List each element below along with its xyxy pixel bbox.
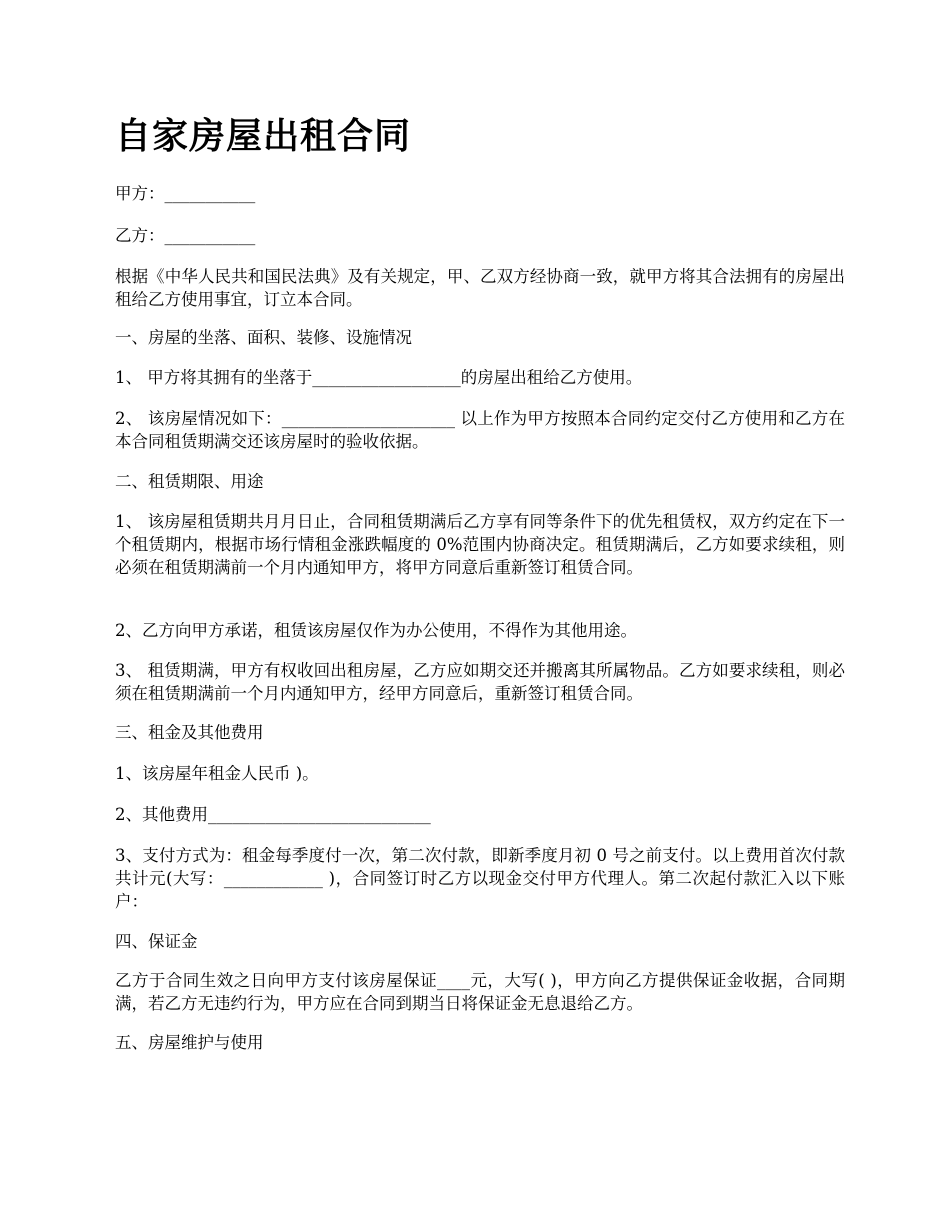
clause-1-1: 1、 甲方将其拥有的坐落于__________________的房屋出租给乙方使用。 — [115, 368, 643, 387]
document-title: 自家房屋出租合同 — [115, 115, 412, 157]
clause-3-1: 1、该房屋年租金人民币 )。 — [115, 764, 319, 783]
section-heading-2: 二、租赁期限、用途 — [115, 472, 264, 491]
section-heading-3: 三、租金及其他费用 — [115, 723, 264, 742]
clause-2-3: 3、 租赁期满，甲方有权收回出租房屋，乙方应如期交还并搬离其所属物品。乙方如要求续租，则必须在租赁期满前一个月内通知甲方，经甲方同意后，重新签订租赁合同。 — [115, 661, 845, 703]
party-a-line: 甲方：___________ — [115, 184, 256, 203]
section-heading-4: 四、保证金 — [115, 932, 198, 951]
clause-3-3: 3、支付方式为：租金每季度付一次，第二次付款，即新季度月初 0 号之前支付。以上费用首次付款共计元(大写：____________ )，合同签订时乙方以现金交付甲方代理人。第二次起付款汇入以下账户： — [115, 846, 845, 911]
clause-2-1: 1、 该房屋租赁期共月月日止，合同租赁期满后乙方享有同等条件下的优先租赁权，双方约定在下一个租赁期内，根据市场行情租金涨跌幅度的 0%范围内协商决定。租赁期满后，乙方如要求续租，则必须在租赁期满前一个月内通知甲方，将甲方同意后重新签订租赁合同。 — [115, 512, 845, 577]
clause-3-2: 2、其他费用___________________________ — [115, 805, 431, 824]
party-b-line: 乙方：___________ — [115, 226, 256, 245]
preamble-paragraph: 根据《中华人民共和国民法典》及有关规定，甲、乙双方经协商一致，就甲方将其合法拥有的房屋出租给乙方使用事宜，订立本合同。 — [115, 267, 845, 309]
section-heading-5: 五、房屋维护与使用 — [115, 1033, 264, 1052]
clause-1-2: 2、 该房屋情况如下：_____________________ 以上作为甲方按照本合同约定交付乙方使用和乙方在本合同租赁期满交还该房屋时的验收依据。 — [115, 409, 845, 451]
section-heading-1: 一、房屋的坐落、面积、装修、设施情况 — [115, 328, 412, 347]
clause-2-2: 2、乙方向甲方承诺，租赁该房屋仅作为办公使用，不得作为其他用途。 — [115, 621, 637, 640]
deposit-paragraph: 乙方于合同生效之日向甲方支付该房屋保证____元，大写( )，甲方向乙方提供保证金收据，合同期满，若乙方无违约行为，甲方应在合同到期当日将保证金无息退给乙方。 — [115, 971, 845, 1013]
